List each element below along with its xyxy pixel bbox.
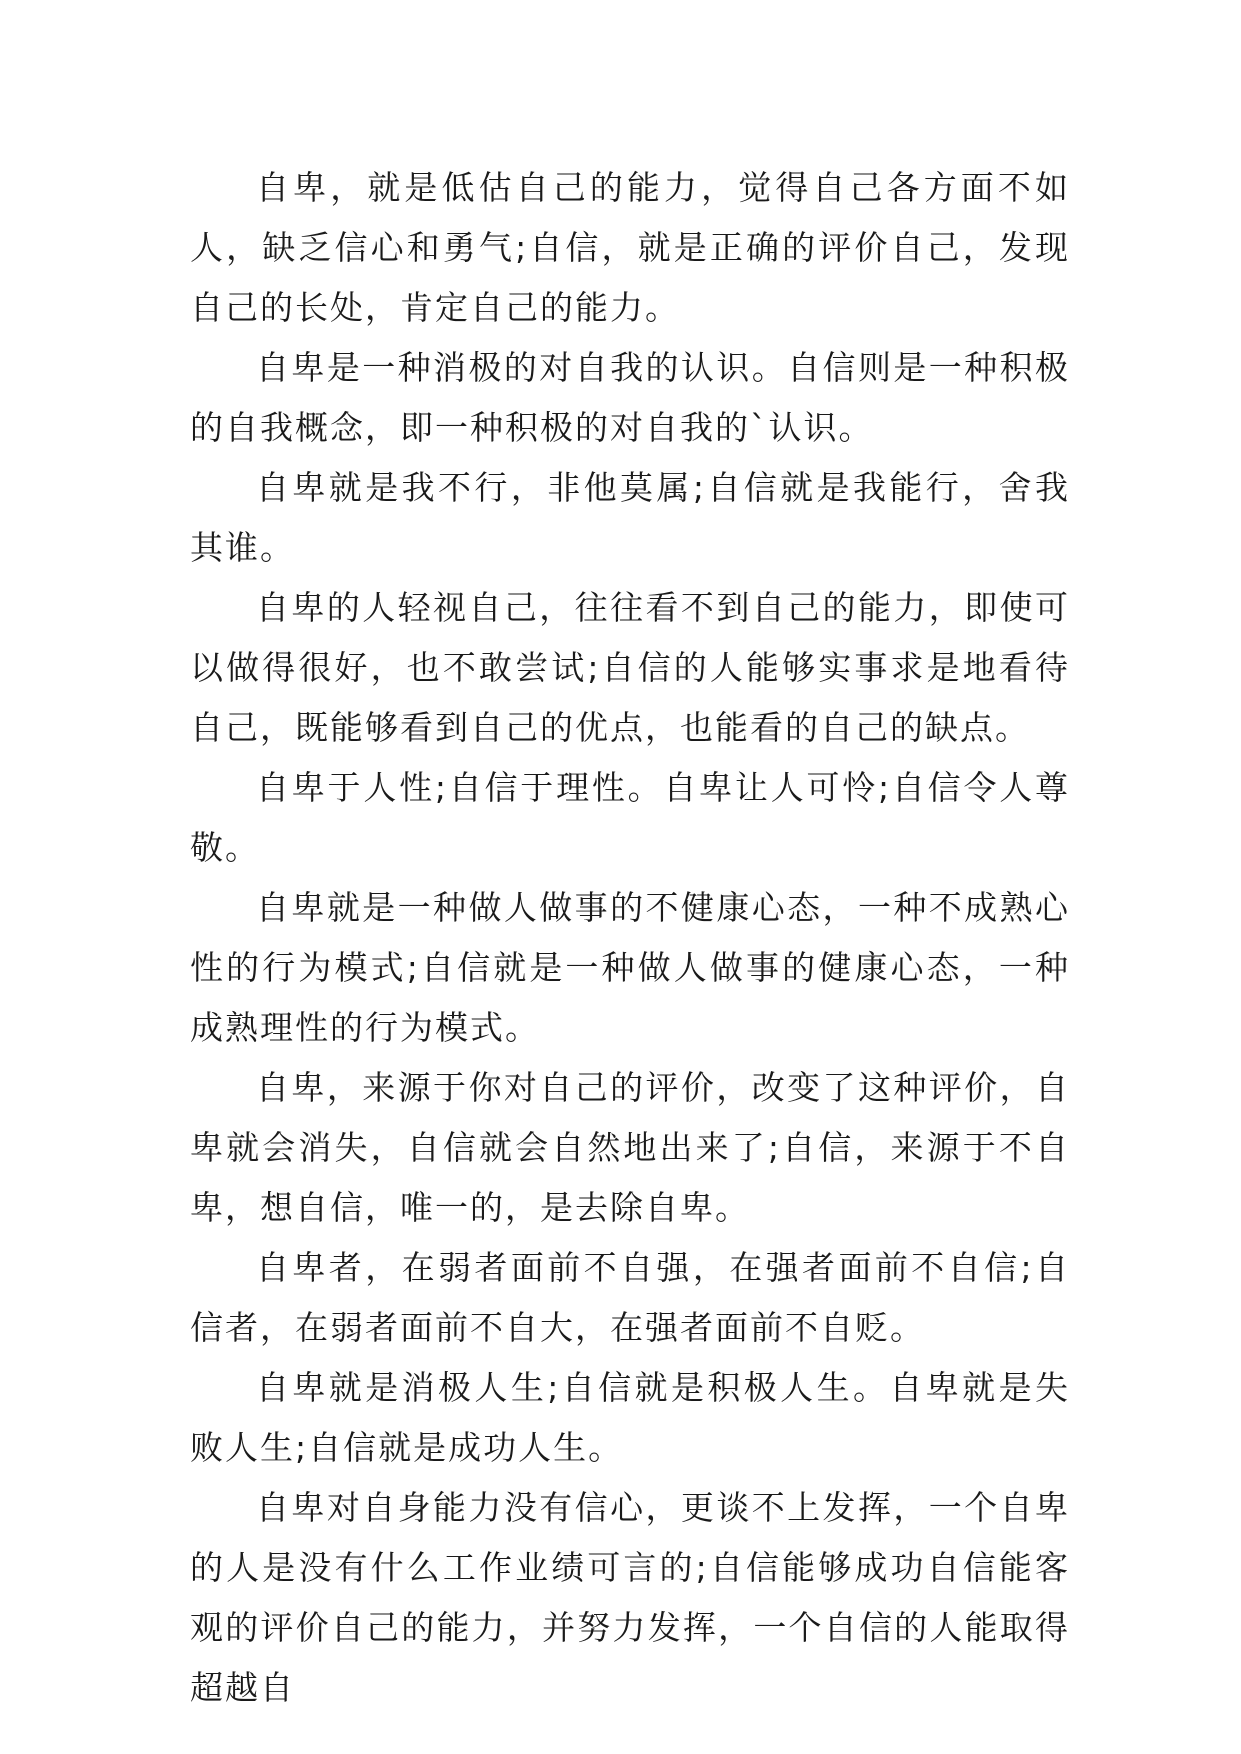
paragraph-2: 自卑是一种消极的对自我的认识。自信则是一种积极的自我概念，即一种积极的对自我的`认识。 — [190, 348, 1070, 447]
document-body — [190, 158, 1070, 1718]
paragraph-3: 自卑就是我不行，非他莫属;自信就是我能行，舍我其谁。 — [190, 468, 1070, 567]
paragraph-1: 自卑，就是低估自己的能力，觉得自己各方面不如人，缺乏信心和勇气;自信，就是正确的评价自己，发现自己的长处，肯定自己的能力。 — [190, 168, 1070, 327]
paragraph-7: 自卑，来源于你对自己的评价，改变了这种评价，自卑就会消失，自信就会自然地出来了;自信，来源于不自卑，想自信，唯一的，是去除自卑。 — [190, 1068, 1070, 1227]
paragraph-9: 自卑就是消极人生;自信就是积极人生。自卑就是失败人生;自信就是成功人生。 — [190, 1368, 1070, 1467]
paragraph-5: 自卑于人性;自信于理性。自卑让人可怜;自信令人尊敬。 — [190, 768, 1070, 867]
paragraph-8: 自卑者，在弱者面前不自强，在强者面前不自信;自信者，在弱者面前不自大，在强者面前不自贬。 — [190, 1248, 1070, 1347]
paragraph-6: 自卑就是一种做人做事的不健康心态，一种不成熟心性的行为模式;自信就是一种做人做事的健康心态，一种成熟理性的行为模式。 — [190, 888, 1070, 1047]
paragraph-10: 自卑对自身能力没有信心，更谈不上发挥，一个自卑的人是没有什么工作业绩可言的;自信能够成功自信能客观的评价自己的能力，并努力发挥，一个自信的人能取得超越自 — [190, 1488, 1070, 1707]
paragraph-4: 自卑的人轻视自己，往往看不到自己的能力，即使可以做得很好，也不敢尝试;自信的人能够实事求是地看待自己，既能够看到自己的优点，也能看的自己的缺点。 — [190, 588, 1070, 747]
